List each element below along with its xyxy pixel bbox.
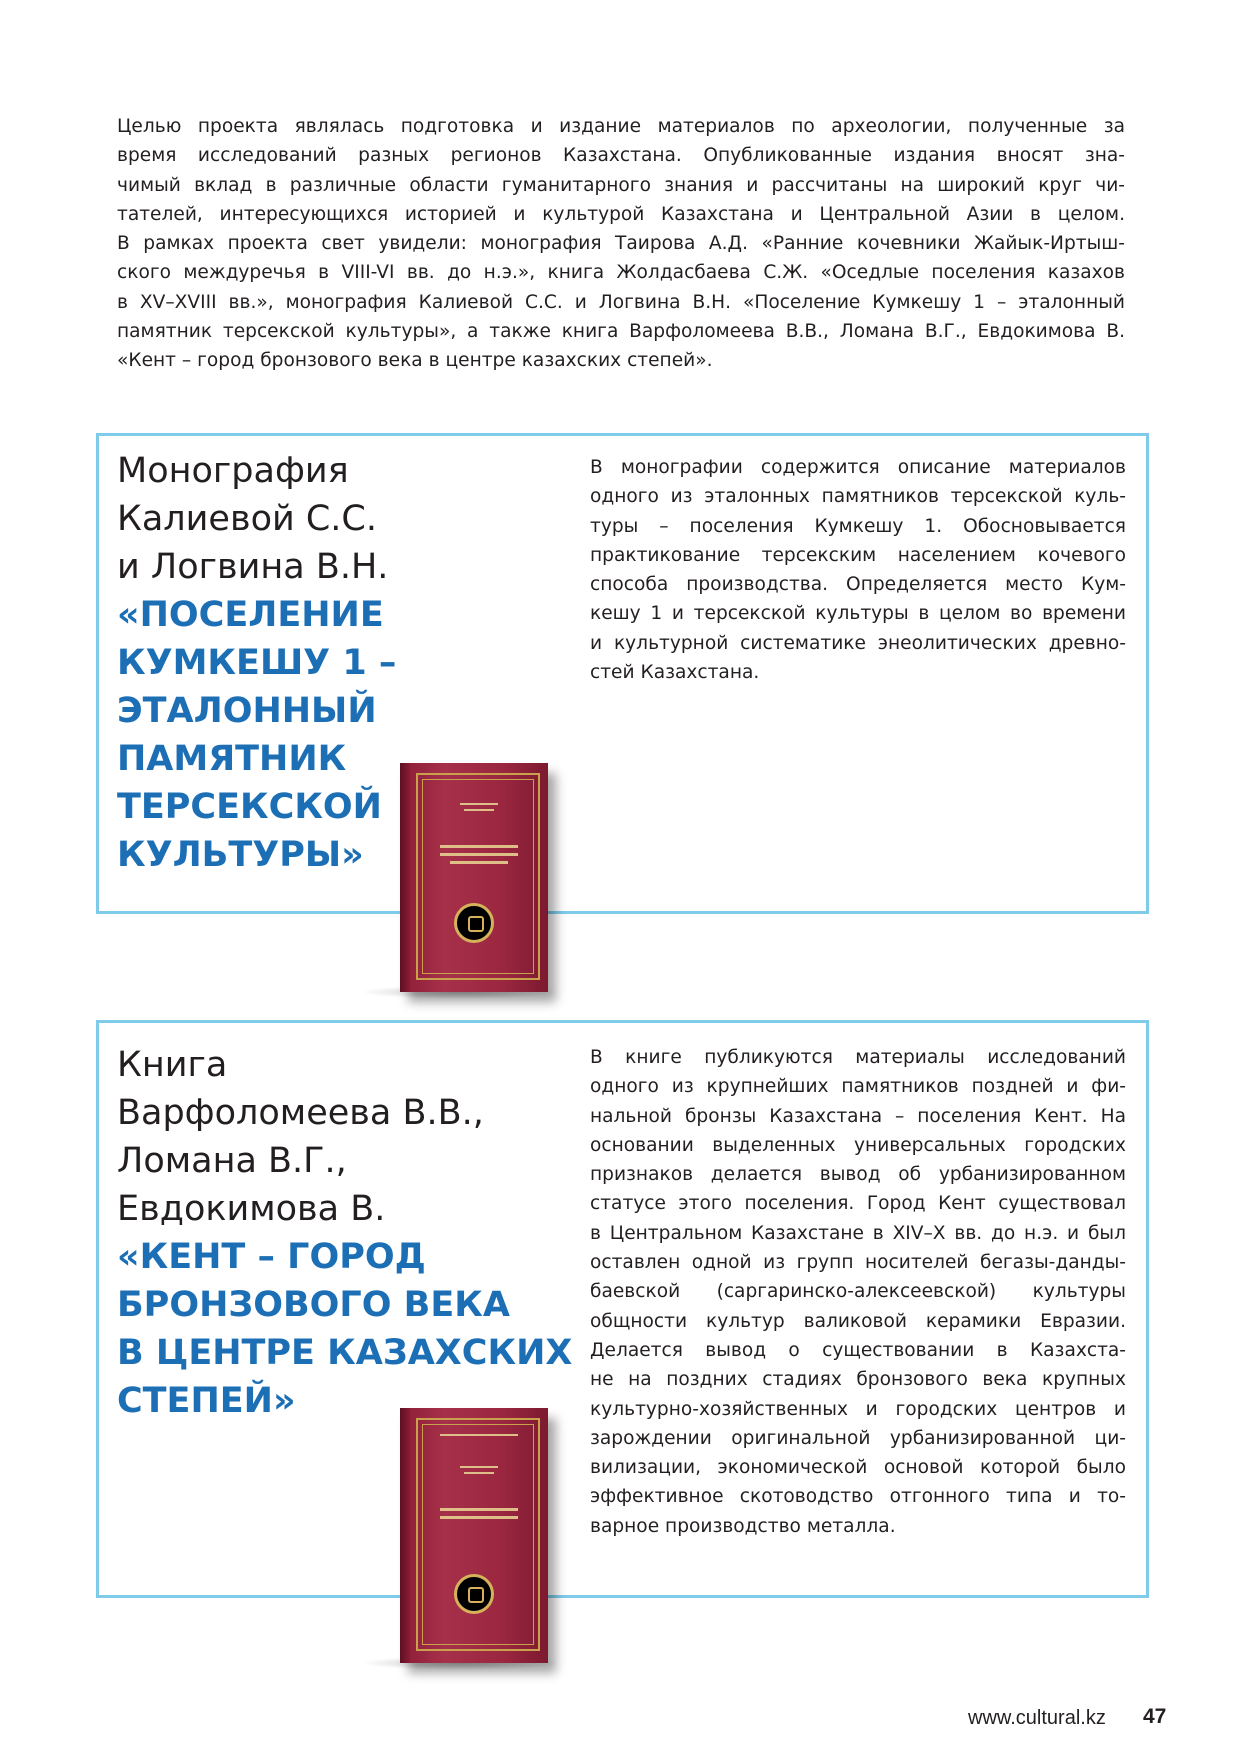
description-line: и культурной систематике энеолитических древно-: [590, 632, 1126, 654]
author-line: Варфоломеева В.В.,: [117, 1093, 484, 1133]
author-line: Евдокимова В.: [117, 1189, 386, 1229]
intro-line: тателей, интересующихся историей и культурой Казахстана и Центральной Азии в целом.: [117, 203, 1125, 225]
description-line: В книге публикуются материалы исследований: [590, 1047, 1126, 1068]
description-line: варное производство металла.: [590, 1515, 896, 1537]
description-line: не на поздних стадиях бронзового века крупных: [590, 1369, 1126, 1391]
footer-website: www.cultural.kz: [968, 1707, 1106, 1729]
description-line: кешу 1 и терсекской культуры в целом во времени: [590, 603, 1126, 625]
book-title-line: КУМКЕШУ 1 –: [117, 643, 397, 683]
description-line: одного из эталонных памятников терсекской куль-: [590, 486, 1126, 508]
description-line: в Центральном Казахстане в XIV–X вв. до н.э. и был: [590, 1222, 1126, 1244]
book-cover-image-kent: [400, 1408, 548, 1663]
intro-line: в XV–XVIII вв.», монография Калиевой С.С. и Логвина В.Н. «Поселение Кумкешу 1 – эталонный: [117, 291, 1125, 313]
intro-paragraph: [117, 112, 1125, 376]
book-title-line: «ПОСЕЛЕНИЕ: [117, 595, 384, 635]
author-line: и Логвина В.Н.: [117, 547, 389, 587]
author-line: Книга: [117, 1045, 228, 1085]
book-heading-kent: [117, 1041, 572, 1425]
book-cover-author-mark: [460, 803, 498, 805]
book-cover-author-mark: [460, 1466, 498, 1468]
page-number: 47: [1143, 1705, 1167, 1728]
intro-line: ского междуречья в VIII-VI вв. до н.э.», книга Жолдасбаева С.Ж. «Оседлые поселения казахов: [117, 262, 1125, 284]
book-cover-title-mark: [440, 1516, 518, 1519]
intro-line: В рамках проекта свет увидели: монография Таирова А.Д. «Ранние кочевники Жайык-Иртыш-: [117, 233, 1125, 255]
book-description-kent: [590, 1043, 1126, 1541]
description-line: основании выделенных универсальных городских: [590, 1134, 1126, 1156]
description-line: способа производства. Определяется место Кум-: [590, 574, 1126, 596]
book-heading-kumkeshu: [117, 447, 396, 879]
author-line: Ломана В.Г.,: [117, 1141, 347, 1181]
emblem-icon: [454, 1574, 494, 1614]
book-title-line: КУЛЬТУРЫ»: [117, 835, 364, 875]
book-cover-image-kumkeshu: [400, 763, 548, 992]
description-line: Делается вывод о существовании в Казахста-: [590, 1339, 1126, 1361]
description-line: общности культур валиковой керамики Евразии.: [590, 1310, 1126, 1332]
description-line: практикование терсекским населением кочевого: [590, 544, 1126, 566]
intro-line: чимый вклад в различные области гуманитарного знания и рассчитаны на широкий круг чи-: [117, 174, 1125, 196]
book-title-line: «КЕНТ – ГОРОД: [117, 1237, 426, 1277]
intro-line: Целью проекта являлась подготовка и издание материалов по археологии, полученные за: [117, 116, 1125, 137]
description-line: туры – поселения Кумкешу 1. Обосновывается: [590, 515, 1126, 537]
book-title-line: СТЕПЕЙ»: [117, 1381, 296, 1421]
book-cover-title-mark: [440, 853, 518, 856]
book-cover-title-mark: [440, 1508, 518, 1511]
description-line: вилизации, экономической основой которой было: [590, 1457, 1126, 1479]
description-line: культурно-хозяйственных и городских центров и: [590, 1398, 1126, 1420]
description-line: статусе этого поселения. Город Кент существовал: [590, 1193, 1126, 1215]
description-line: стей Казахстана.: [590, 662, 760, 684]
description-line: эффективное скотоводство отгонного типа и то-: [590, 1486, 1126, 1508]
description-line: оставлен одной из групп носителей бегазы-данды-: [590, 1252, 1126, 1274]
book-title-line: В ЦЕНТРЕ КАЗАХСКИХ: [117, 1333, 573, 1373]
book-description-kumkeshu: [590, 453, 1126, 687]
description-line: нальной бронзы Казахстана – поселения Кент. На: [590, 1105, 1126, 1127]
author-line: Калиевой С.С.: [117, 499, 377, 539]
book-title-line: ТЕРСЕКСКОЙ: [117, 787, 382, 827]
description-line: зарождении оригинальной урбанизированной ци-: [590, 1427, 1126, 1449]
intro-line: «Кент – город бронзового века в центре казахских степей».: [117, 350, 713, 372]
book-cover-frame: [416, 1418, 540, 1651]
description-line: одного из крупнейших памятников поздней и фи-: [590, 1076, 1126, 1098]
book-cover-author-mark: [464, 1472, 494, 1474]
description-line: признаков делается вывод об урбанизированном: [590, 1164, 1126, 1186]
book-cover-publisher-mark: [440, 1434, 518, 1436]
book-title-line: ПАМЯТНИК: [117, 739, 347, 779]
description-line: баевской (саргаринско-алексеевской) культуры: [590, 1281, 1126, 1303]
description-line: В монографии содержится описание материалов: [590, 457, 1126, 478]
book-cover-author-mark: [464, 809, 494, 811]
book-cover-title-mark: [450, 861, 508, 864]
author-line: Монография: [117, 451, 349, 491]
book-cover-title-mark: [440, 845, 518, 848]
book-title-line: ЭТАЛОННЫЙ: [117, 691, 377, 731]
intro-line: время исследований разных регионов Казахстана. Опубликованные издания вносят зна-: [117, 145, 1125, 167]
emblem-icon: [454, 903, 494, 943]
book-title-line: БРОНЗОВОГО ВЕКА: [117, 1285, 510, 1325]
intro-line: памятник терсекской культуры», а также книга Варфоломеева В.В., Ломана В.Г., Евдокимова В.: [117, 321, 1125, 343]
